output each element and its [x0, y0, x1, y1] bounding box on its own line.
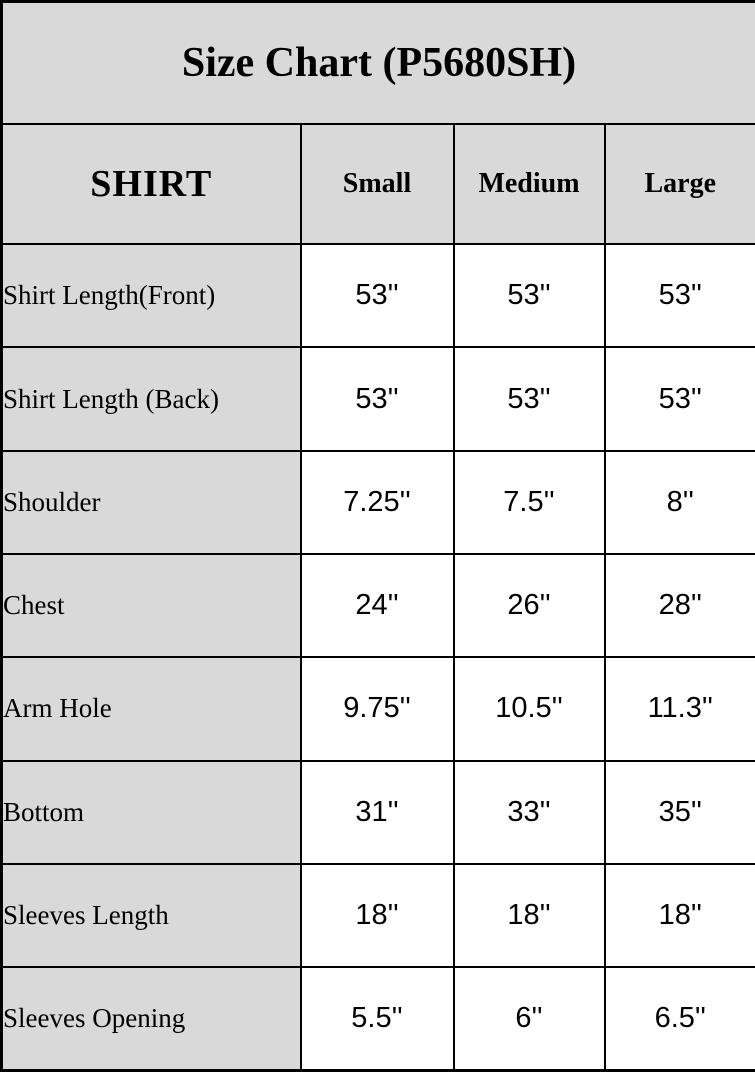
measurement-value-cell-small: 53'' — [301, 244, 454, 347]
measurement-value-cell-large: 11.3'' — [605, 657, 755, 760]
measurement-value-cell-small: 18'' — [301, 864, 454, 967]
measurement-value-cell-large: 28'' — [605, 554, 755, 657]
measurement-row — [2, 967, 755, 1070]
title-row — [2, 2, 755, 124]
measurement-value-cell-small: 31'' — [301, 761, 454, 864]
measurement-label-cell: Chest — [2, 554, 301, 657]
measurement-value-cell-large: 53'' — [605, 244, 755, 347]
measurement-row — [2, 657, 755, 760]
measurement-label-cell: Arm Hole — [2, 657, 301, 760]
measurement-row — [2, 554, 755, 657]
measurement-value-cell-medium: 33'' — [454, 761, 605, 864]
header-row — [2, 124, 755, 244]
measurement-row — [2, 244, 755, 347]
measurement-value-cell-small: 7.25'' — [301, 451, 454, 554]
measurement-value-cell-medium: 53'' — [454, 347, 605, 450]
measurement-value-cell-medium: 7.5'' — [454, 451, 605, 554]
measurement-label-cell: Shirt Length(Front) — [2, 244, 301, 347]
garment-type-header: SHIRT — [90, 162, 213, 205]
header-size-medium-cell — [454, 124, 605, 244]
measurement-label-cell: Shoulder — [2, 451, 301, 554]
measurement-value-cell-small: 9.75'' — [301, 657, 454, 760]
measurement-value-cell-small: 5.5'' — [301, 967, 454, 1070]
measurement-row — [2, 864, 755, 967]
measurement-value-cell-large: 8'' — [605, 451, 755, 554]
size-column-header-large: Large — [644, 167, 717, 199]
measurement-row — [2, 451, 755, 554]
size-table-body — [2, 2, 755, 1071]
size-column-header-medium: Medium — [478, 167, 580, 199]
header-shirt-cell — [2, 124, 301, 244]
page-title: Size Chart (P5680SH) — [181, 39, 577, 86]
measurement-value-cell-small: 24'' — [301, 554, 454, 657]
measurement-row — [2, 347, 755, 450]
measurement-label-cell: Bottom — [2, 761, 301, 864]
measurement-value-cell-medium: 53'' — [454, 244, 605, 347]
measurement-value-cell-large: 6.5'' — [605, 967, 755, 1070]
measurement-value-cell-medium: 26'' — [454, 554, 605, 657]
measurement-value-cell-large: 35'' — [605, 761, 755, 864]
measurement-value-cell-medium: 6'' — [454, 967, 605, 1070]
header-size-large-cell — [605, 124, 755, 244]
measurement-value-cell-medium: 10.5'' — [454, 657, 605, 760]
measurement-value-cell-large: 18'' — [605, 864, 755, 967]
measurement-value-cell-large: 53'' — [605, 347, 755, 450]
measurement-label-cell: Shirt Length (Back) — [2, 347, 301, 450]
header-size-small-cell — [301, 124, 454, 244]
measurement-label-cell: Sleeves Opening — [2, 967, 301, 1070]
measurement-label-cell: Sleeves Length — [2, 864, 301, 967]
measurement-row — [2, 761, 755, 864]
measurement-value-cell-medium: 18'' — [454, 864, 605, 967]
measurement-value-cell-small: 53'' — [301, 347, 454, 450]
size-column-header-small: Small — [342, 167, 412, 199]
